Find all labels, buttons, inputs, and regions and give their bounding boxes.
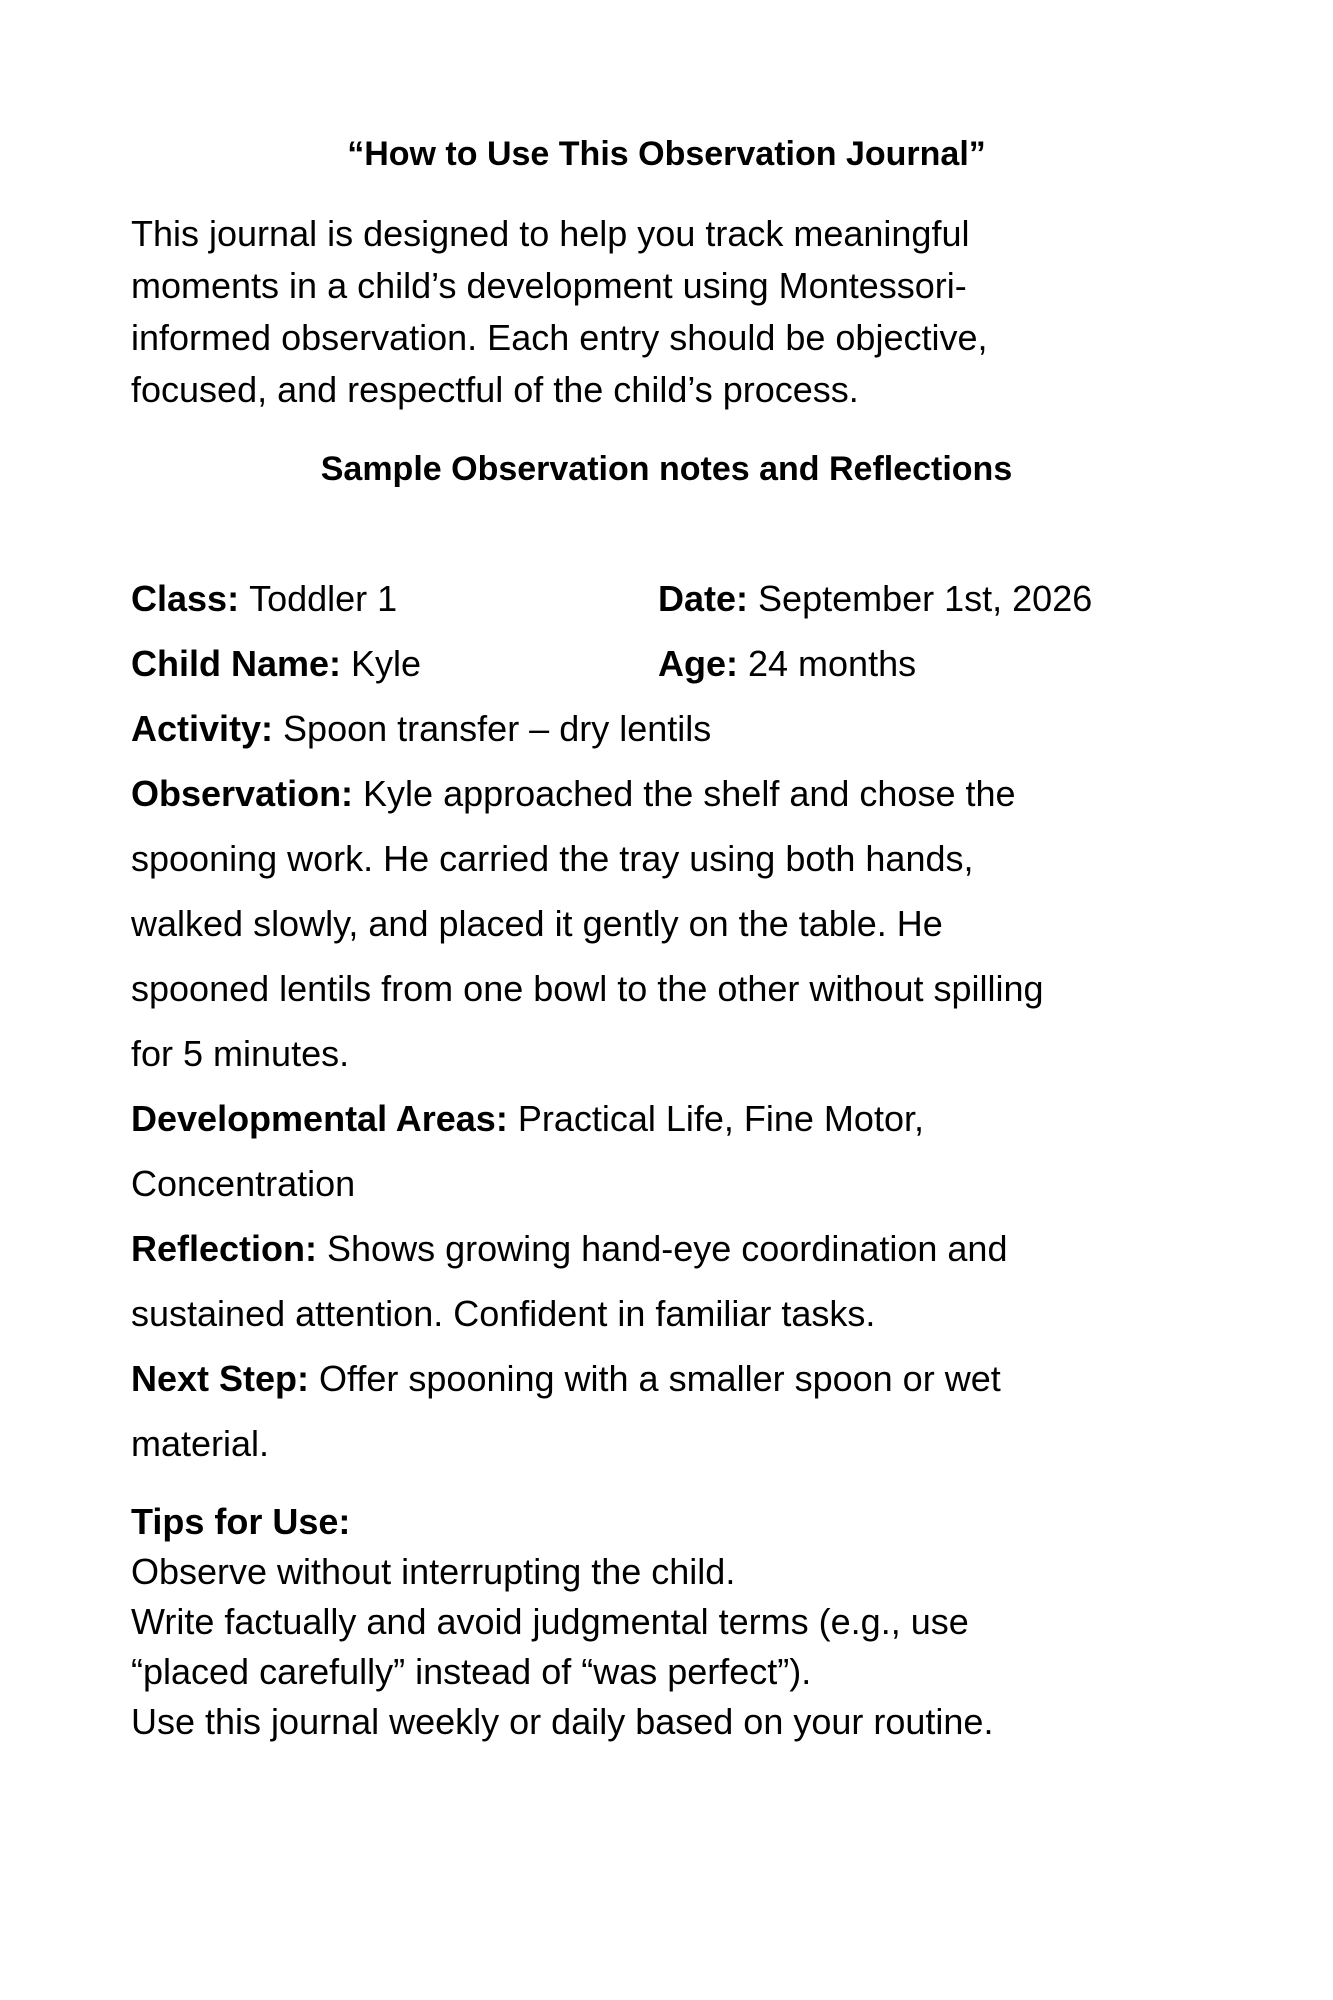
activity-field: [131, 696, 1253, 761]
class-label: Class:: [131, 578, 240, 619]
age-value: 24 months: [748, 643, 917, 684]
child-name-value: Kyle: [351, 643, 422, 684]
date-field: [658, 566, 1253, 631]
tips-heading: Tips for Use:: [131, 1501, 351, 1542]
observation-field: [131, 761, 1253, 826]
date-value: September 1st, 2026: [758, 578, 1093, 619]
next-step-value-line-2: material.: [131, 1423, 270, 1464]
intro-line-3: informed observation. Each entry should be objective,: [131, 317, 988, 358]
developmental-areas-field: [131, 1086, 1253, 1151]
section-heading: Sample Observation notes and Reflections: [320, 450, 1013, 488]
activity-label: Activity:: [131, 708, 274, 749]
reflection-value-line-2: sustained attention. Confident in familiar tasks.: [131, 1293, 876, 1334]
reflection-value-line-1: Shows growing hand-eye coordination and: [327, 1228, 1008, 1269]
class-date-row: [131, 566, 1253, 631]
tips-section: [131, 1497, 1253, 1747]
child-name-field: [131, 631, 658, 696]
date-label: Date:: [658, 578, 749, 619]
class-field: [131, 566, 658, 631]
developmental-areas-value-line-2: Concentration: [131, 1163, 356, 1204]
observation-value-line-4: spooned lentils from one bowl to the other without spilling: [131, 968, 1044, 1009]
age-label: Age:: [658, 643, 738, 684]
name-age-row: [131, 631, 1253, 696]
intro-paragraph: [131, 208, 1243, 416]
observation-value-line-2: spooning work. He carried the tray using both hands,: [131, 838, 974, 879]
observation-entry: [131, 566, 1253, 1476]
tips-line-1: Observe without interrupting the child.: [131, 1551, 736, 1592]
developmental-areas-label: Developmental Areas:: [131, 1098, 508, 1139]
reflection-field: [131, 1216, 1253, 1281]
observation-value-line-5: for 5 minutes.: [131, 1033, 350, 1074]
intro-line-2: moments in a child’s development using Montessori-: [131, 265, 967, 306]
observation-label: Observation:: [131, 773, 354, 814]
next-step-value-line-1: Offer spooning with a smaller spoon or wet: [319, 1358, 1001, 1399]
developmental-areas-value-line-1: Practical Life, Fine Motor,: [517, 1098, 924, 1139]
next-step-field: [131, 1346, 1253, 1411]
age-field: [658, 631, 1253, 696]
page-title: “How to Use This Observation Journal”: [347, 135, 986, 173]
intro-line-4: focused, and respectful of the child’s process.: [131, 369, 859, 410]
next-step-label: Next Step:: [131, 1358, 310, 1399]
class-value: Toddler 1: [249, 578, 398, 619]
observation-value-line-1: Kyle approached the shelf and chose the: [363, 773, 1016, 814]
child-name-label: Child Name:: [131, 643, 342, 684]
reflection-label: Reflection:: [131, 1228, 318, 1269]
activity-value: Spoon transfer – dry lentils: [283, 708, 712, 749]
tips-line-2: Write factually and avoid judgmental terms (e.g., use: [131, 1601, 969, 1642]
tips-line-4: Use this journal weekly or daily based on your routine.: [131, 1701, 994, 1742]
observation-value-line-3: walked slowly, and placed it gently on the table. He: [131, 903, 943, 944]
intro-line-1: This journal is designed to help you track meaningful: [131, 213, 970, 254]
tips-line-3: “placed carefully” instead of “was perfect”).: [131, 1651, 812, 1692]
